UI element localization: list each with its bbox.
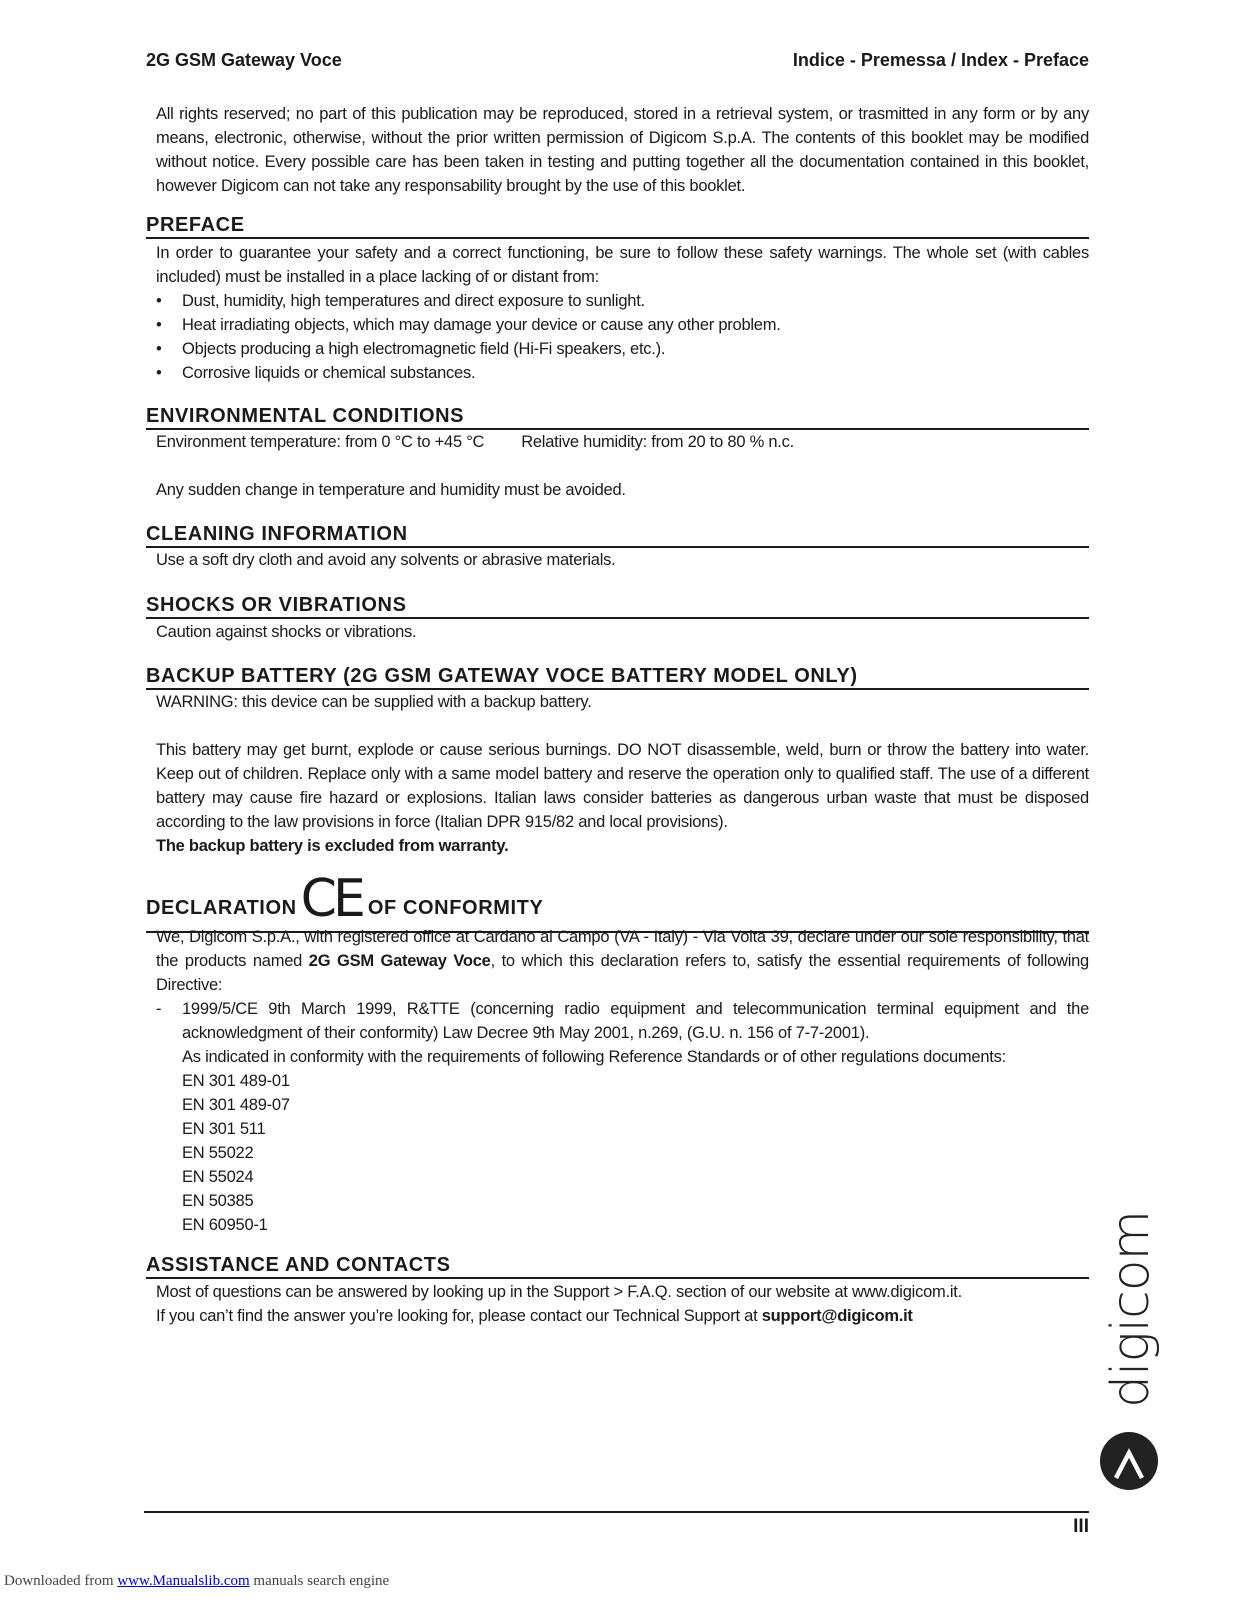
- declaration-text: We, Digicom S.p.A., with registered office at Cardano al Campo (VA - Italy) - Via Volta 39, declare under our sole responsibility, that the products named 2G GSM Gateway Voce, to which this declaration refers to, satisfy the essential requirements of following Directive:: [156, 928, 1089, 994]
- declaration-title-a: DECLARATION: [146, 897, 297, 919]
- list-item: EN 301 489-01: [182, 1072, 290, 1090]
- support-text: If you can’t find the answer you’re looking for, please contact our Technical Support at support@digicom.it: [156, 1307, 913, 1325]
- ce-mark-icon: CE: [300, 869, 362, 929]
- faq-text: Most of questions can be answered by looking up in the Support > F.A.Q. section of our website at www.digicom.it.: [156, 1283, 962, 1301]
- list-item: EN 301 489-07: [182, 1096, 290, 1114]
- standards-list: [156, 1069, 1089, 1237]
- header-title: 2G GSM Gateway Voce: [146, 50, 342, 70]
- warranty-note: The backup battery is excluded from warranty.: [156, 837, 509, 855]
- section-title-shocks: SHOCKS OR VIBRATIONS: [146, 594, 1089, 619]
- footer-rule: [144, 1511, 1089, 1513]
- section-title-environment: ENVIRONMENTAL CONDITIONS: [146, 405, 1089, 430]
- standards-intro: As indicated in conformity with the requirements of following Reference Standards or of other regulations documents:: [182, 1048, 1006, 1066]
- environment-body: [156, 430, 1089, 502]
- directive-text: 1999/5/CE 9th March 1999, R&TTE (concerning radio equipment and telecommunication terminal equipment and the acknowledgment of their conformity) Law Decree 9th May 2001, n.269, (G.U. n. 156 of 7-7-2001).: [182, 1000, 1089, 1042]
- section-title-preface: PREFACE: [146, 214, 1089, 239]
- list-item: • Heat irradiating objects, which may damage your device or cause any other problem.: [156, 313, 1089, 337]
- shocks-text: Caution against shocks or vibrations.: [156, 623, 417, 641]
- battery-text: This battery may get burnt, explode or cause serious burnings. DO NOT disassemble, weld, burn or throw the battery into water. Keep out of children. Replace only with a same model battery and reserve the operation only to qualified staff. The use of a different battery may cause fire hazard or explosions. Italian laws consider batteries as dangerous urban waste that must be disposed according to the law provisions in force (Italian DPR 915/82 and local provisions).: [156, 741, 1089, 831]
- list-item: EN 301 511: [182, 1120, 266, 1138]
- digicom-logo-text: digicom: [1101, 1210, 1161, 1408]
- section-title-battery: BACKUP BATTERY (2G GSM GATEWAY VOCE BATTERY MODEL ONLY): [146, 665, 1089, 690]
- preface-body: [156, 241, 1089, 385]
- list-item: EN 60950-1: [182, 1216, 268, 1234]
- preface-text: In order to guarantee your safety and a correct functioning, be sure to follow these safety warnings. The whole set (with cables included) must be installed in a place lacking of or distant from:: [156, 244, 1089, 286]
- environment-note: Any sudden change in temperature and humidity must be avoided.: [156, 481, 626, 499]
- declaration-title-b: OF CONFORMITY: [367, 897, 544, 919]
- humidity-range: Relative humidity: from 20 to 80 % n.c.: [521, 433, 794, 451]
- directive-item: - 1999/5/CE 9th March 1999, R&TTE (concerning radio equipment and telecommunication terminal equipment and the acknowledgment of their conformity) Law Decree 9th May 2001, n.269, (G.U. n. 156 of 7-7-2001). As indicated in conformity with the requirements of following Reference Standards or of other regulations documents:: [156, 997, 1089, 1069]
- digicom-logo-icon: [1099, 1431, 1159, 1491]
- list-item: • Corrosive liquids or chemical substances.: [156, 361, 1089, 385]
- list-item: • Objects producing a high electromagnetic field (Hi-Fi speakers, etc.).: [156, 337, 1089, 361]
- battery-body: [156, 690, 1089, 858]
- temperature-range: Environment temperature: from 0 °C to +45 °C: [156, 433, 485, 451]
- page-number: III: [1073, 1516, 1089, 1537]
- list-item: EN 55022: [182, 1144, 254, 1162]
- list-item: • Dust, humidity, high temperatures and direct exposure to sunlight.: [156, 289, 1089, 313]
- list-item: EN 50385: [182, 1192, 254, 1210]
- support-email[interactable]: support@digicom.it: [761, 1307, 913, 1325]
- section-title-assistance: ASSISTANCE AND CONTACTS: [146, 1254, 1089, 1279]
- section-title-cleaning: CLEANING INFORMATION: [146, 523, 1089, 548]
- copyright-notice: All rights reserved; no part of this publication may be reproduced, stored in a retrieval system, or trasmitted in any form or by any means, electronic, otherwise, without the prior written permission of Digicom S.p.A. The contents of this booklet may be modified without notice. Every possible care has been taken in testing and putting together all the documentation contained in this booklet, however Digicom can not take any responsability brought by the use of this booklet.: [156, 105, 1089, 195]
- cleaning-text: Use a soft dry cloth and avoid any solvents or abrasive materials.: [156, 551, 616, 569]
- battery-warning: WARNING: this device can be supplied with a backup battery.: [156, 693, 592, 711]
- header-section: Indice - Premessa / Index - Preface: [792, 50, 1089, 70]
- product-name: 2G GSM Gateway Voce: [308, 952, 491, 970]
- preface-list: [156, 289, 1089, 385]
- assistance-body: [156, 1280, 1089, 1328]
- declaration-body: [156, 925, 1089, 1237]
- list-item: EN 55024: [182, 1168, 254, 1186]
- manualslib-link[interactable]: www.Manualslib.com: [117, 1573, 250, 1589]
- download-footer: Downloaded from www.Manualslib.com manuals search engine: [4, 1573, 390, 1589]
